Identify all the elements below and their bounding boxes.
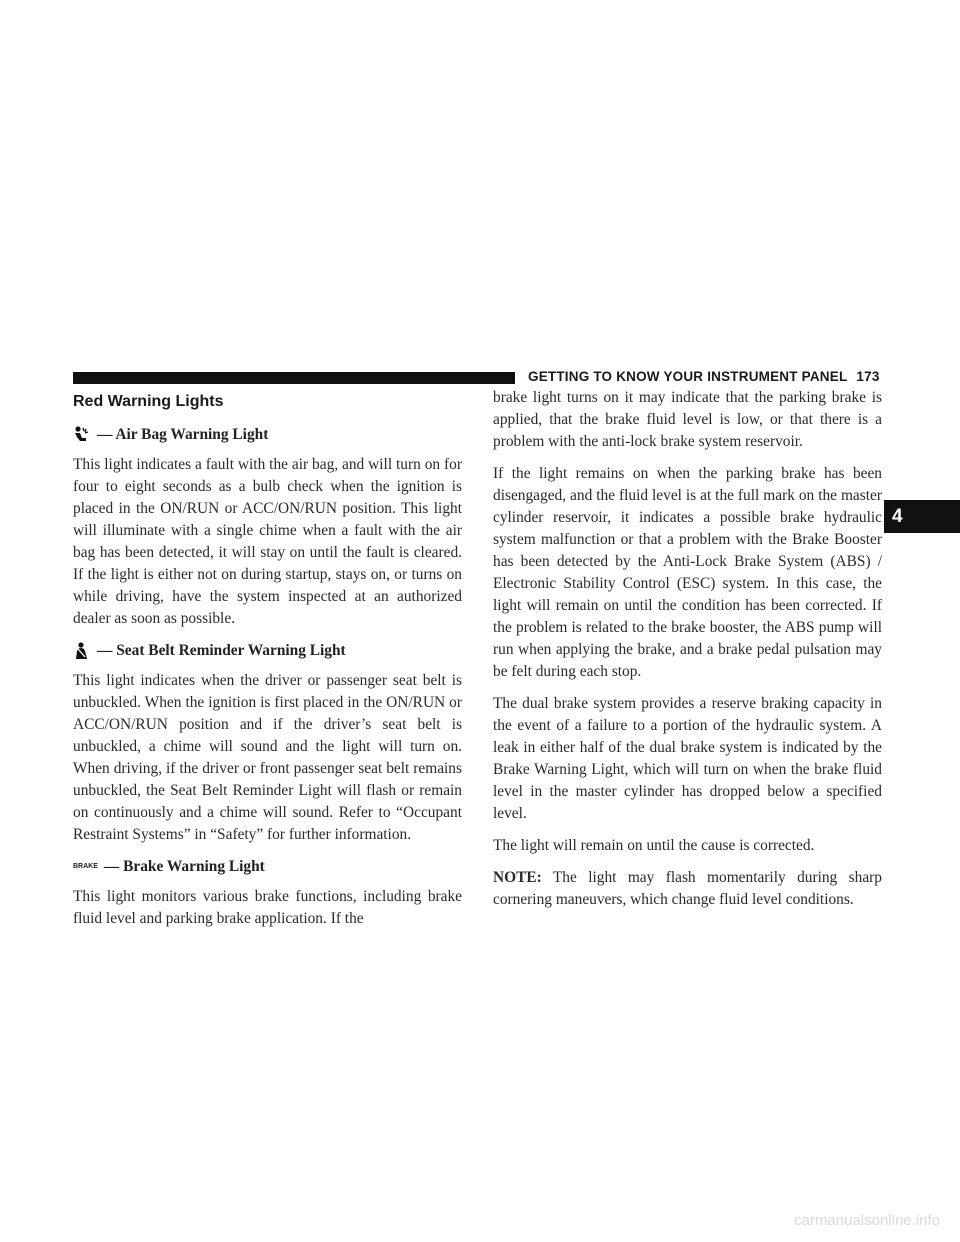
airbag-heading (73, 424, 462, 446)
brake-warning-icon: BRAKE (73, 863, 98, 870)
brake-continued: brake light turns on it may indicate that the parking brake is applied, that the brake fluid level is low, or that there is a problem with the anti-lock brake system reservoir. (493, 389, 882, 450)
brake-heading-text: — Brake Warning Light (103, 858, 265, 875)
brake-remains-on: If the light remains on when the parking brake has been disengaged, and the fluid level is at the full mark on the master cylinder reservoir, it indicates a possible brake hydraulic system malfunction or that a problem with the Brake Booster has been detected by the Anti-Lock Brake System (ABS) / Electronic Stability Control (ESC) system. In this case, the light will remain on until the condition has been corrected. If the problem is related to the brake booster, the ABS pump will run when applying the brake, and a brake pedal pulsation may be felt during each stop. (493, 465, 882, 680)
airbag-heading-text: — Air Bag Warning Light (97, 426, 269, 443)
running-header (528, 369, 880, 384)
section-title: Red Warning Lights (73, 393, 224, 410)
light-remains: The light will remain on until the cause is corrected. (493, 837, 815, 854)
header-rule (73, 372, 515, 384)
seat-belt-icon (73, 642, 89, 660)
note (493, 867, 882, 911)
note-label: NOTE: (493, 869, 542, 886)
seatbelt-body: This light indicates when the driver or passenger seat belt is unbuckled. When the ignition is first placed in the ON/RUN or ACC/ON/RUN position and if the driver’s seat belt is unbuckled, a chime will sound and the light will turn on. When driving, if the driver or front passenger seat belt remains unbuckled, the Seat Belt Reminder Light will flash or remain on continuously and a chime will sound. Refer to “Occupant Restraint Systems” in “Safety” for further information. (73, 672, 462, 843)
seatbelt-heading (73, 640, 462, 662)
brake-heading (73, 856, 462, 878)
watermark-url: carmanualsonline.info (794, 1212, 940, 1229)
chapter-tab: 4 (884, 500, 960, 533)
airbag-body: This light indicates a fault with the air bag, and will turn on for four to eight seconds as a bulb check when the ignition is placed in the ON/RUN or ACC/ON/RUN position. This light will illuminate with a single chime when a fault with the air bag has been detected, it will stay on until the fault is cleared. If the light is either not on during startup, stays on, or turns on while driving, have the system inspected at an authorized dealer as soon as possible. (73, 456, 462, 627)
seatbelt-heading-text: — Seat Belt Reminder Warning Light (97, 642, 346, 659)
left-column (73, 392, 462, 940)
dual-brake-system: The dual brake system provides a reserve braking capacity in the event of a failure to a portion of the hydraulic system. A leak in either half of the dual brake system is indicated by the Brake Warning Light, which will turn on when the brake fluid level in the master cylinder has dropped below a specified level. (493, 695, 882, 822)
right-column (493, 387, 882, 921)
page-number: 173 (856, 369, 880, 384)
note-text: The light may flash momentarily during sharp cornering maneuvers, which change fluid level conditions. (493, 869, 882, 908)
brake-body: This light monitors various brake functions, including brake fluid level and parking brake application. If the (73, 888, 462, 927)
header-title: GETTING TO KNOW YOUR INSTRUMENT PANEL (528, 369, 848, 384)
airbag-warning-icon (73, 426, 89, 444)
